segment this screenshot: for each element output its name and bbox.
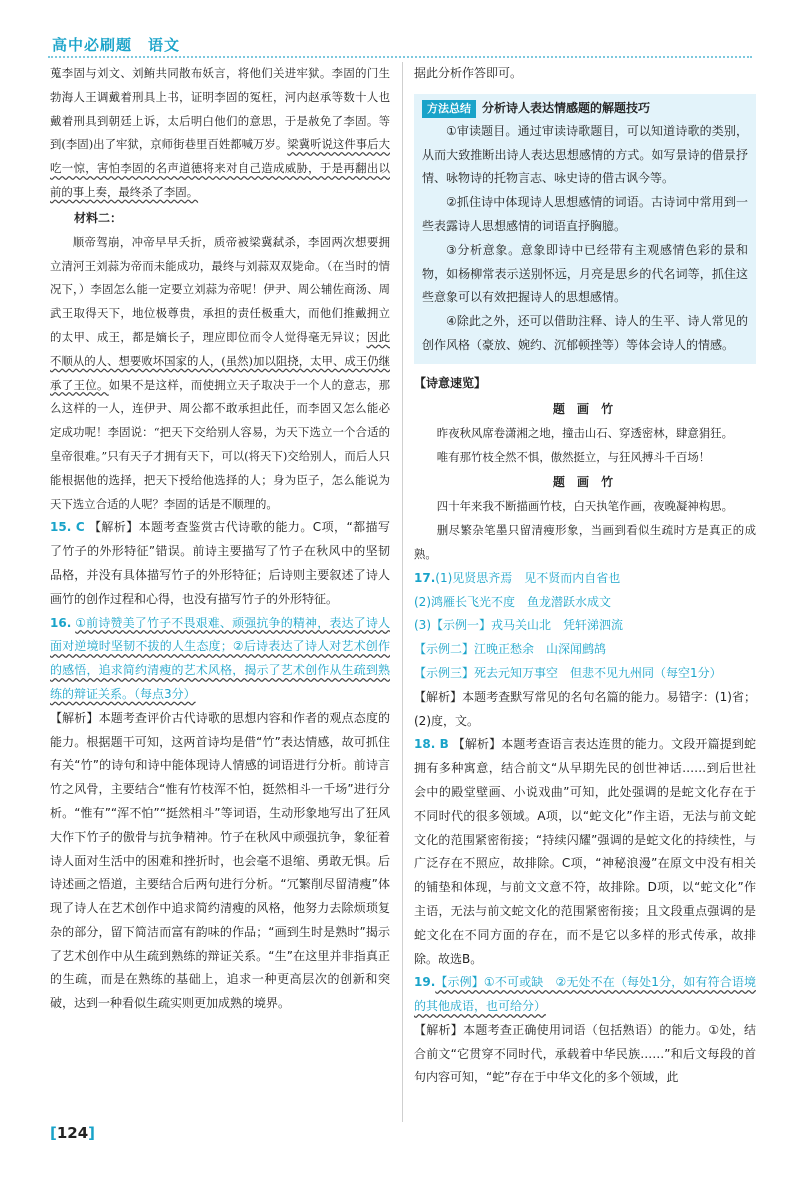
q17-answer-line: (2)鸿雁长飞光不度 鱼龙潜跃水成文 (414, 594, 611, 609)
poem2-line: 删尽繁杂笔墨只留清瘦形象，当画到看似生疏时方是真正的成熟。 (414, 523, 756, 561)
material2-text: 顺帝驾崩，冲帝早早夭折，质帝被梁冀弑杀，李固两次想要拥立清河王刘蒜为帝而未能成功，最终与刘蒜双双毙命。（在当时的情况下，）李固怎么能一定要立刘蒜为帝呢！伊尹、周公辅佐商汤、周武王取得天下，地位极尊贵，承担的责任极重大，而他们推戴拥立的太甲、成王，都是嫡长子，理应即位而令人觉得毫无异议； (50, 234, 390, 344)
q16-analysis: 【解析】本题考查评价古代诗歌的思想内容和作者的观点态度的能力。根据题干可知，这两首诗均是借“竹”表达情感，故可抓住有关“竹”的诗句和诗中能体现诗人情感的词语进行分析。前诗言竹之风骨，主要结合“惟有竹枝浑不怕，挺然相斗一千场”进行分析。“惟有”“浑不怕”“挺然相斗”等词语，生动形象地写出了狂风大作下竹子的傲骨与抗争精神。竹子在秋风中顽强抗争，象征着诗人面对生活中的困难和挫折时，也会毫不退缩、勇敢无惧。后诗述画之悟道，主要结合后两句进行分析。“冗繁削尽留清瘦”体现了诗人在艺术创作中追求简约清瘦的风格，他努力去除烦琐复杂的部分，留下简洁而富有韵味的作品；“画到生时是熟时”揭示了艺术创作中从生疏到熟练的辩证关系。“生”在这里并非指真正的生疏，而是在熟练的基础上，追求一种更高层次的创新和突破，达到一种看似生疏实则更加成熟的境界。 (50, 710, 390, 1011)
left-column (50, 62, 390, 1016)
q17-analysis: 【解析】本题考查默写常见的名句名篇的能力。易错字：(1)省；(2)度，文。 (414, 689, 756, 728)
column-divider (402, 62, 403, 1122)
method-item: ④除此之外，还可以借助注释、诗人的生平、诗人常见的创作风格（豪放、婉约、沉郁顿挫等）等体会诗人的情感。 (422, 314, 748, 352)
story-underlined-text: 梁冀听说这件事后大吃一惊，害怕李固的名声道德将来对自己造成威胁，于是再翻出以前的事上奏，最终杀了李固。 (50, 137, 390, 199)
material2-heading: 材料二： (74, 210, 123, 225)
q19-analysis: 【解析】本题考查正确使用词语（包括熟语）的能力。①处，结合前文“它贯穿不同时代，承载着中华民族……”和后文每段的首句内容可知，“蛇”存在于中华文化的多个领域，此 (414, 1022, 756, 1085)
method-summary-box (414, 94, 756, 364)
story-paragraph (50, 62, 390, 205)
material2-underlined-text: 因此不顺从的人、想要败坏国家的人，(虽然)加以阻挠，太甲、成王仍继承了王位。 (50, 329, 390, 392)
method-item: ①审读题目。通过审读诗歌题目，可以知道诗歌的类别，从而大致推断出诗人表达思想感情的方式。如写景诗的借景抒情、咏物诗的托物言志、咏史诗的借古讽今等。 (422, 123, 748, 186)
q17-answer-line: 【示例二】江晚正愁余 山深闻鹧鸪 (414, 642, 607, 657)
q16-answer: ①前诗赞美了竹子不畏艰难、顽强抗争的精神，表达了诗人面对逆境时坚韧不拔的人生态度；②后诗表达了诗人对艺术创作的感悟，追求简约清瘦的艺术风格，揭示了艺术创作从生疏到熟练的辩证关系。（每点3分） (50, 615, 390, 701)
q19-answer-block (414, 971, 756, 1019)
q18-block (414, 733, 756, 971)
q17-number: 17. (414, 570, 436, 585)
method-item: ②抓住诗中体现诗人思想感情的词语。古诗词中常用到一些表露诗人思想感情的词语直抒胸臆。 (422, 195, 748, 233)
method-tag: 方法总结 (422, 100, 476, 118)
q18-number: 18. B (414, 737, 449, 752)
q17-answer-line: (3)【示例一】戎马关山北 凭轩涕泗流 (414, 618, 623, 633)
method-summary-header (422, 96, 748, 120)
page-number: [124] (50, 1124, 96, 1142)
q16-answer-block (50, 612, 390, 707)
q17-answer-line: (1)见贤思齐焉 见不贤而内自省也 (435, 570, 621, 585)
q15-number: 15. C (50, 520, 85, 535)
poem2-title: 题 画 竹 (552, 475, 618, 490)
page-number-value: 124 (56, 1124, 89, 1142)
q18-analysis: 【解析】本题考查语言表达连贯的能力。文段开篇提到蛇拥有多种寓意，结合前文“从早期先民的创世神话……到后世社会中的殿堂壁画、小说戏曲”可知，此处强调的是蛇文化存在于不同时代的很多领域。A项，以“蛇文化”作主语，无法与前文蛇文化的范围紧密衔接；“持续闪耀”强调的是蛇文化的持续性，与广泛存在不照应，故排除。C项，“神秘浪漫”在原文中没有相关的铺垫和体现，与前文文意不符，故排除。D项，以“蛇文化”作主语，无法与前文蛇文化的范围紧密衔接；且文段重点强调的是蛇文化在不同方面的存在，而不是它以多样的形式传承，故排除。故选B。 (414, 737, 756, 966)
poem1-line: 唯有那竹枝全然不惧，傲然挺立，与狂风搏斗千百场！ (436, 449, 711, 464)
material2-text-cont: 如果不是这样，而使拥立天子取决于一个人的意志，那么这样的一人，连伊尹、周公都不敢承担此任，而李固又怎么能必定成功呢！李固说：“把天下交给别人容易，为天下选立一个合适的皇帝很难。”只有天子才拥有天下，可以(将天下)交给别人，而后人只能根据他的选择，把天下授给他选择的人；身为臣子，怎么能说为天下选立合适的人呢？李固的话是不顺理的。 (50, 377, 390, 511)
q17-answer (414, 567, 756, 591)
poem-section-heading: 【诗意速览】 (414, 375, 487, 390)
method-title: 分析诗人表达情感题的解题技巧 (482, 100, 651, 115)
q15-block (50, 516, 390, 611)
q19-answer: 【示例】①不可或缺 ②无处不在（每处1分，如有符合语境的其他成语，也可给分） (414, 975, 756, 1014)
q15-analysis: 【解析】本题考查鉴赏古代诗歌的能力。C项，“都描写了竹子的外形特征”错误。前诗主要描写了竹子在秋风中的坚韧品格，并没有具体描写竹子的外形特征；后诗则主要叙述了诗人画竹的创作过程和心得，也没有描写竹子的外形特征。 (50, 520, 390, 606)
poem1-title: 题 画 竹 (552, 401, 618, 416)
q16-number: 16. (50, 615, 72, 630)
story-text: 蒐李固与刘文、刘鲔共同散布妖言，将他们关进牢狱。李固的门生勃海人王调戴着刑具上书，证明李固的冤枉，河内赵承等数十人也戴着刑具到朝廷上诉，太后明白他们的意思，于是赦免了李固。等到(李固)出了牢狱，京师街巷里百姓都喊万岁。 (50, 66, 390, 152)
method-item: ③分析意象。意象即诗中已经带有主观感情色彩的景和物，如杨柳常表示送别怀远，月亮是思乡的代名词等，抓住这些意象可以有效把握诗人的思想感情。 (422, 242, 748, 305)
header-rule (48, 56, 752, 58)
material2-paragraph (50, 231, 390, 517)
poem1-line: 昨夜秋风席卷潇湘之地，撞击山石、穿透密林，肆意狷狂。 (436, 425, 733, 440)
q17-answer-line: 【示例三】死去元知万事空 但悲不见九州同（每空1分） (414, 665, 722, 680)
page-header-title: 高中必刷题 语文 (52, 36, 181, 54)
q19-number: 19. (414, 975, 436, 990)
intro-text: 据此分析作答即可。 (414, 66, 523, 80)
poem2-line: 四十年来我不断描画竹枝，白天执笔作画，夜晚凝神构思。 (436, 499, 733, 514)
right-column (414, 62, 756, 1090)
